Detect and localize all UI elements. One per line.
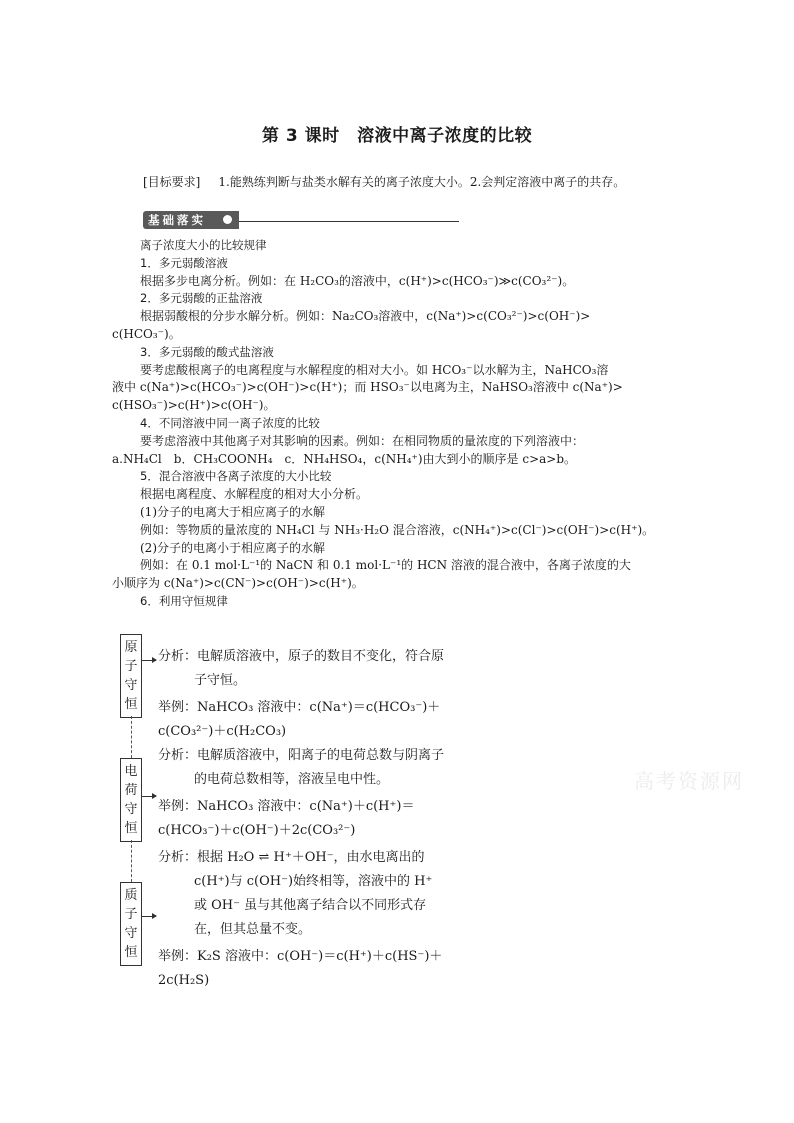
paragraph-5c: 例如：等物质的量浓度的 NH₄Cl 与 NH₃·H₂O 混合溶液，c(NH₄⁺)>c(Cl⁻)>c(OH⁻)>c(H⁺)。	[140, 522, 655, 537]
charge-conservation-box: 电 荷 守 恒	[120, 758, 142, 842]
proton-example-line-2: 2c(H₂S)	[158, 973, 210, 988]
watermark: 高考资源网	[634, 769, 744, 793]
subheading-3: 3．多元弱酸的酸式盐溶液	[140, 344, 274, 359]
paragraph-5f: 小顺序为 c(Na⁺)>c(CN⁻)>c(OH⁻)>c(H⁺)。	[112, 576, 364, 591]
section-banner-label: 基础落实	[143, 211, 239, 229]
conservation-diagram	[112, 632, 492, 1002]
paragraph-5a: 根据电离程度、水解程度的相对大小分析。	[140, 487, 369, 502]
proton-conservation-box: 质 子 守 恒	[120, 882, 142, 966]
arrow-icon	[142, 660, 156, 661]
subheading-1: 1．多元弱酸溶液	[140, 255, 228, 270]
proton-analysis-line-3: 或 OH⁻ 虽与其他离子结合以不同形式存	[194, 898, 427, 913]
arrow-icon	[142, 916, 156, 917]
charge-analysis-line-2: 的电荷总数相等，溶液呈电中性。	[194, 772, 390, 787]
dashed-connector	[131, 840, 132, 882]
goal-text: 1.能熟练判断与盐类水解有关的离子浓度大小。2.会判定溶液中离子的共存。	[218, 175, 626, 189]
paragraph-5d: (2)分子的电离小于相应离子的水解	[140, 540, 325, 555]
proton-analysis-line-1: 分析：根据 H₂O ⇌ H⁺＋OH⁻，由水电离出的	[158, 850, 425, 865]
section-banner	[143, 211, 459, 229]
proton-analysis-line-4: 在，但其总量不变。	[194, 922, 312, 937]
arrow-icon	[142, 796, 156, 797]
subheading-2: 2．多元弱酸的正盐溶液	[140, 291, 263, 306]
paragraph-4b: a.NH₄Cl b．CH₃COONH₄ c．NH₄HSO₄，c(NH₄⁺)由大到小的顺序是 c>a>b。	[112, 451, 577, 466]
charge-example-line-2: c(HCO₃⁻)＋c(OH⁻)＋2c(CO₃²⁻)	[158, 823, 356, 838]
charge-example-line-1: 举例：NaHCO₃ 溶液中：c(Na⁺)＋c(H⁺)＝	[158, 799, 415, 814]
atom-analysis-line-2: 子守恒。	[194, 673, 247, 688]
atom-conservation-box: 原 子 守 恒	[120, 634, 142, 718]
subheading-4: 4．不同溶液中同一离子浓度的比较	[140, 415, 320, 430]
page-title: 第 3 课时 溶液中离子浓度的比较	[261, 126, 533, 146]
paragraph-5e: 例如：在 0.1 mol·L⁻¹的 NaCN 和 0.1 mol·L⁻¹的 HCN 溶液的混合液中，各离子浓度的大	[140, 558, 631, 573]
banner-rule	[239, 221, 459, 222]
goal-label: [目标要求]	[143, 175, 201, 189]
paragraph-5b: (1)分子的电离大于相应离子的水解	[140, 504, 325, 519]
heading-rules: 离子浓度大小的比较规律	[140, 238, 267, 252]
paragraph-3a: 要考虑酸根离子的电离程度与水解程度的相对大小。如 HCO₃⁻以水解为主，NaHCO₃溶	[140, 362, 609, 377]
charge-analysis-line-1: 分析：电解质溶液中，阳离子的电荷总数与阴离子	[158, 748, 445, 763]
subheading-6: 6．利用守恒规律	[140, 593, 228, 608]
paragraph-2b: c(HCO₃⁻)。	[112, 326, 181, 341]
atom-analysis-line-1: 分析：电解质溶液中，原子的数目不变化，符合原	[158, 649, 445, 664]
dashed-connector	[131, 716, 132, 758]
subheading-5: 5．混合溶液中各离子浓度的大小比较	[140, 469, 332, 484]
paragraph-1: 根据多步电离分析。例如：在 H₂CO₃的溶液中，c(H⁺)>c(HCO₃⁻)≫c(CO₃²⁻)。	[140, 273, 575, 288]
paragraph-3b: 液中 c(Na⁺)>c(HCO₃⁻)>c(OH⁻)>c(H⁺)；而 HSO₃⁻以电离为主，NaHSO₃溶液中 c(Na⁺)>	[112, 380, 623, 395]
content-body	[112, 237, 682, 611]
atom-example-line-1: 举例：NaHCO₃ 溶液中：c(Na⁺)＝c(HCO₃⁻)＋	[158, 700, 441, 715]
paragraph-4a: 要考虑溶液中其他离子对其影响的因素。例如：在相同物质的量浓度的下列溶液中：	[140, 433, 585, 448]
atom-example-line-2: c(CO₃²⁻)＋c(H₂CO₃)	[158, 724, 287, 739]
bullet-dot-icon	[223, 215, 232, 224]
paragraph-2a: 根据弱酸根的分步水解分析。例如：Na₂CO₃溶液中，c(Na⁺)>c(CO₃²⁻)>c(OH⁻)>	[140, 309, 591, 324]
proton-analysis-line-2: c(H⁺)与 c(OH⁻)始终相等，溶液中的 H⁺	[194, 874, 433, 889]
paragraph-3c: c(HSO₃⁻)>c(H⁺)>c(OH⁻)。	[112, 398, 276, 413]
proton-example-line-1: 举例：K₂S 溶液中：c(OH⁻)＝c(H⁺)＋c(HS⁻)＋	[158, 949, 443, 964]
learning-goals	[143, 173, 625, 190]
